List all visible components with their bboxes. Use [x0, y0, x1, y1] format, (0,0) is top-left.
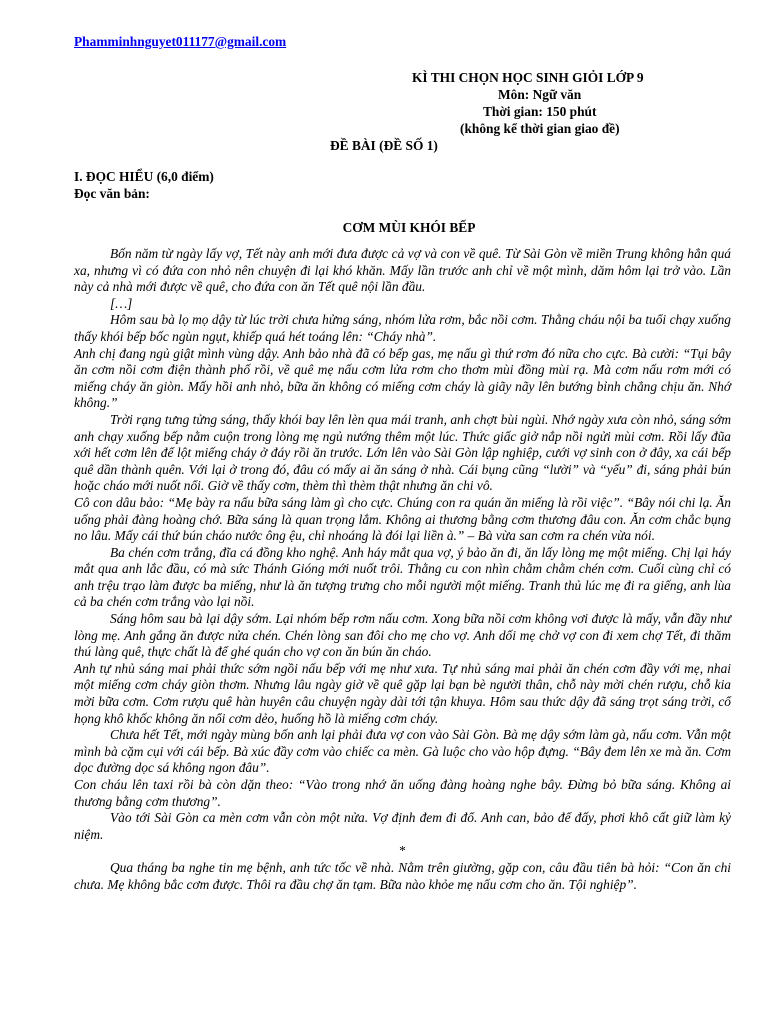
story-paragraph: Chưa hết Tết, mới ngày mùng bốn anh lại phải đưa vợ con vào Sài Gòn. Bà mẹ dậy sớm làm gà, nấu cơm. Vẫn một mình bà cặm cụi với cái bếp. Bà xúc đầy cơm vào chiếc ca mèn. Gà luộc cho vào hộp đựng. “Bây đem lên xe mà ăn. Cơm dọc đường dọc sá không ngon đâu”. — [74, 727, 731, 776]
story-paragraph: Hôm sau bà lọ mọ dậy từ lúc trời chưa hửng sáng, nhóm lửa rơm, bắc nồi cơm. Thằng cháu nội ba tuổi chạy xuống thấy khói bếp bốc ngùn ngụt, khiếp quá hét toáng lên: “Cháy nhà”. — [74, 312, 731, 344]
story-paragraph: Vào tới Sài Gòn ca mèn cơm vẫn còn một nửa. Vợ định đem đi đổ. Anh can, bảo để đấy, phơi khô cất giữ làm kỷ niệm. — [74, 810, 731, 842]
story-paragraph: Anh chị đang ngủ giật mình vùng dậy. Anh bảo nhà đã có bếp gas, mẹ nấu gì thứ rơm đó nữa cho cực. Bà cười: “Tụi bây ăn cơm nồi cơm điện thành phố rồi, về quê mẹ nấu cơm lửa rơm cho thơm mùi đồng mùi rạ. Mà cơm nấu rơm mới có miếng cháy ăn giòn. Mấy hồi anh nhỏ, bữa ăn không có miếng cơm cháy là giãy nãy lên bướng bỉnh chẳng chịu ăn. Nhớ không.” — [74, 345, 731, 411]
section-subheading: Đọc văn bản: — [74, 186, 150, 201]
story-paragraph: Bốn năm từ ngày lấy vợ, Tết này anh mới đưa được cả vợ và con về quê. Từ Sài Gòn về miền Trung không hẳn quá xa, nhưng vì có đứa con nhỏ nên chuyện đi lại khó khăn. Mấy lần trước anh chỉ về một mình, dăm hôm lại trở vào. Lần này cả nhà mới được về quê, cho đứa con ăn Tết quê nội lần đầu. — [74, 246, 731, 295]
story-paragraph: Sáng hôm sau bà lại dậy sớm. Lại nhóm bếp rơm nấu cơm. Xong bữa nồi cơm không vơi được là mấy, vẫn đầy như lòng mẹ. Anh gắng ăn được nửa chén. Chén lòng san đôi cho mẹ cho vợ. Anh dối mẹ chở vợ con đi xem chợ Tết, đi thăm thú làng quê, thực chất là để ghé quán cho vợ con ăn bún ăn cháo. — [74, 611, 731, 660]
email-link[interactable]: Phamminhnguyet011177@gmail.com — [74, 34, 287, 49]
section-separator: * — [399, 843, 406, 859]
story-paragraph: Qua tháng ba nghe tin mẹ bệnh, anh tức tốc về nhà. Nằm trên giường, gặp con, câu đầu tiên bà hỏi: “Con ăn chi chưa. Mẹ không bắc cơm được. Thôi ra đầu chợ ăn tạm. Bữa nào khỏe mẹ nấu cơm cho ăn. Tội nghiệp”. — [74, 859, 731, 892]
story-body — [74, 246, 731, 893]
story-paragraph: Con cháu lên taxi rồi bà còn dặn theo: “Vào trong nhớ ăn uống đàng hoàng nghe bây. Đừng bỏ bữa sáng. Không ai thương bằng cơm thương”. — [74, 777, 731, 809]
exam-note: (không kể thời gian giao đề) — [460, 121, 620, 136]
story-paragraph: Ba chén cơm trắng, đĩa cá đồng kho nghệ. Anh háy mắt qua vợ, ý bảo ăn đi, ăn lấy lòng mẹ một miếng. Chị lại háy mắt qua anh lắc đầu, có mà sức Thánh Gióng mới nuốt trôi. Thằng cu con nhìn chằm chằm chén cơm. Cuối cùng chỉ có anh trệu trạo làm được ba miếng, như là ăn tượng trưng cho mỗi người một miếng. Tranh thủ lúc mẹ đi ra giếng, anh lùa cả ba chén cơm trắng vào lại nồi. — [74, 544, 731, 610]
story-paragraph: Cô con dâu bảo: “Mẹ bày ra nấu bữa sáng làm gì cho cực. Chúng con ra quán ăn miếng là rồi việc”. “Bây nói chi lạ. Ăn uống phải đàng hoàng chớ. Bữa sáng là quan trọng lắm. Không ai thương bằng cơm thương đâu con. Ăn cơm chắc bụng no lâu. Mấy cái thứ bún cháo nước ông ệu, chỉ nhoáng là đói lại liền à.” – Bà vừa san cơm ra chén vừa nói. — [74, 494, 731, 544]
exam-title: ĐỀ BÀI (ĐỀ SỐ 1) — [330, 138, 438, 153]
exam-subject: Môn: Ngữ văn — [498, 87, 582, 102]
story-paragraph: […] — [110, 295, 133, 311]
story-paragraph: Anh tự nhủ sáng mai phải thức sớm ngồi nấu bếp với mẹ như xưa. Tự nhủ sáng mai phải ăn chén cơm đầy với mẹ, nhai một miếng cơm cháy giòn thơm. Nhưng lâu ngày giờ về quê gặp lại bạn bè người thân, chỗ này mời chén rượu, chỗ kia mời bữa cơm. Cơm rượu quê hàn huyên câu chuyện ngày dài tới tận khuya. Hôm sau thức dậy đã sáng trọt sáng trời, cổ họng khô khốc không ăn nổi cơm dẻo, huống hồ là miếng cơm cháy. — [74, 660, 731, 726]
exam-time: Thời gian: 150 phút — [483, 104, 597, 119]
story-title: CƠM MÙI KHÓI BẾP — [342, 220, 476, 235]
story-paragraph: Trời rạng tưng tửng sáng, thấy khói bay lên lèn qua mái tranh, anh chợt bùi ngùi. Nhớ ngày xưa còn nhỏ, sáng sớm anh chạy xuống bếp nằm cuộn trong lòng mẹ ngủ nướng thêm một lúc. Thức giấc giở nắp nồi ngửi mùi cơm. Rồi lấy đũa xới hết cơm lên để lột miếng cháy ở đáy rồi ăn trước. Lớn lên vào Sài Gòn lập nghiệp, cưới vợ sinh con ở đây, xa cái bếp quê dần thành quên. Với lại ở trong đó, đâu có mấy ai ăn sáng ở nhà. Cái bụng cũng “lười” và “yếu” đi, sáng phải bún hoặc cháo mới nuốt nổi. Giờ về thấy cơm, thèm thì thèm thật nhưng ăn chi vô. — [74, 411, 731, 494]
section-heading: I. ĐỌC HIỂU (6,0 điểm) — [74, 169, 214, 184]
exam-name: KÌ THI CHỌN HỌC SINH GIỎI LỚP 9 — [412, 70, 644, 85]
